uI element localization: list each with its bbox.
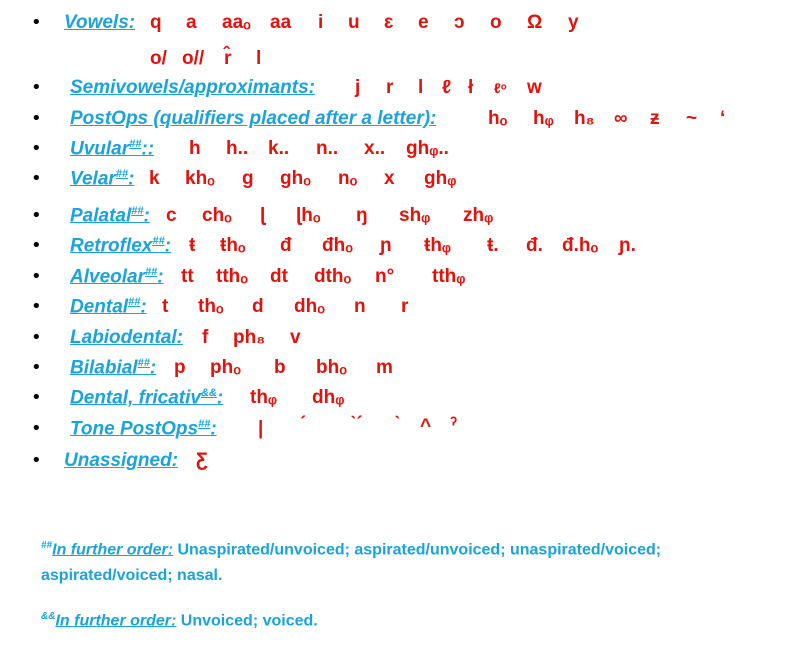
- list-item-dental: [0, 296, 789, 324]
- footnote-order: [41, 533, 771, 589]
- symbol: u: [348, 12, 360, 33]
- symbol: y: [568, 12, 579, 33]
- symbol: n..: [316, 138, 339, 159]
- symbol: e: [418, 12, 429, 33]
- symbol: nₒ: [338, 168, 358, 189]
- label-palatal: Palatal##:: [70, 205, 150, 227]
- bullet: •: [31, 327, 42, 348]
- symbol: ɛ: [384, 12, 394, 33]
- symbol: n: [354, 296, 366, 317]
- symbol: hₒ: [488, 108, 508, 129]
- symbol: o//: [182, 48, 205, 69]
- symbol: c: [166, 205, 177, 226]
- symbol: o/: [150, 48, 167, 69]
- symbol: đhₒ: [322, 235, 354, 256]
- label-vowels: Vowels:: [64, 12, 136, 33]
- symbol: đ.hₒ: [562, 235, 599, 256]
- symbol: ɲ: [380, 235, 392, 256]
- symbol: a: [186, 12, 197, 33]
- list-item-vowels-continued: [0, 48, 789, 76]
- symbol: v: [290, 327, 301, 348]
- footnote-lead: In further order:: [52, 541, 174, 559]
- symbol: h..: [226, 138, 249, 159]
- symbol: ghᵩ..: [406, 138, 449, 159]
- symbol: h₈: [574, 108, 595, 129]
- symbol: ɲ.: [619, 235, 636, 256]
- symbol: ɭhₒ: [296, 205, 321, 226]
- symbol: i: [318, 12, 324, 33]
- list-item-vowels: [0, 12, 789, 40]
- footnote-marker: &&: [41, 611, 56, 622]
- list-item-retroflex: [0, 235, 789, 263]
- bullet: •: [31, 205, 42, 226]
- list-item-bilabial: [0, 357, 789, 385]
- bullet: •: [31, 138, 42, 159]
- bullet: •: [31, 296, 42, 317]
- symbol: dhᵩ: [312, 387, 345, 408]
- bullet: •: [31, 357, 42, 378]
- symbol: w: [527, 77, 542, 98]
- symbol: bhₒ: [316, 357, 348, 378]
- list-item-unassigned: [0, 450, 789, 478]
- symbol: p: [174, 357, 186, 378]
- symbol: tthᵩ: [432, 266, 466, 287]
- symbol: ˀ: [450, 414, 458, 435]
- list-item-palatal: [0, 205, 789, 233]
- symbol: ŧhᵩ: [424, 235, 452, 256]
- label-velar: Velar##:: [70, 168, 135, 190]
- symbol: ɔ: [454, 12, 465, 33]
- list-item-tone-postops: [0, 414, 789, 446]
- symbol: ´: [300, 414, 307, 435]
- list-item-semivowels: [0, 77, 789, 105]
- symbol: ghₒ: [280, 168, 312, 189]
- label-bilabial: Bilabial##:: [70, 357, 157, 379]
- symbol: zhᵩ: [463, 205, 494, 226]
- footnote-text: Unvoiced; voiced.: [176, 612, 318, 630]
- bullet: •: [31, 12, 42, 33]
- symbol: m: [376, 357, 393, 378]
- symbol: r̂: [224, 48, 232, 69]
- symbol: ℓ: [442, 77, 452, 98]
- label-dental-fricative: Dental, fricativ&&:: [70, 387, 224, 409]
- symbol: h: [189, 138, 201, 159]
- label-unassigned: Unassigned:: [64, 450, 179, 471]
- symbol: g: [242, 168, 254, 189]
- symbol: q: [150, 12, 162, 33]
- symbol: ph₈: [233, 327, 266, 348]
- symbol: dhₒ: [294, 296, 326, 317]
- label-postops: PostOps (qualifiers placed after a letter):: [70, 108, 437, 129]
- symbol: n°: [375, 266, 395, 287]
- symbol: hᵩ: [533, 108, 554, 129]
- footnote-fricative-order: [41, 604, 771, 634]
- symbol: ^: [420, 416, 432, 437]
- symbol: r: [401, 296, 409, 317]
- list-item-labiodental: [0, 327, 789, 355]
- symbol: ghᵩ: [424, 168, 457, 189]
- list-item-postops: [0, 108, 789, 136]
- bullet: •: [31, 387, 42, 408]
- symbol: ŋ: [356, 205, 368, 226]
- symbol: ł: [468, 77, 474, 98]
- label-alveolar: Alveolar##:: [70, 266, 164, 288]
- symbol: shᵩ: [399, 205, 431, 226]
- symbol: ˋ: [394, 414, 401, 435]
- list-item-alveolar: [0, 266, 789, 294]
- footnote-text: Unaspirated/unvoiced; aspirated/unvoiced; unaspirated/voiced; aspirated/voiced; nasal.: [41, 541, 662, 585]
- symbol: f: [202, 327, 209, 348]
- symbol: dt: [270, 266, 288, 287]
- bullet: •: [31, 418, 42, 439]
- symbol: t: [162, 296, 169, 317]
- symbol: tthₒ: [216, 266, 249, 287]
- symbol: ɭ: [260, 205, 266, 226]
- symbol: ~: [686, 108, 698, 129]
- symbol: d: [252, 296, 264, 317]
- symbol: aa: [270, 12, 292, 33]
- label-semivowels: Semivowels/approximants:: [70, 77, 315, 98]
- symbol: j: [355, 77, 361, 98]
- symbol: b: [274, 357, 286, 378]
- symbol: ƶ: [650, 108, 660, 129]
- symbol: khₒ: [185, 168, 215, 189]
- symbol: tt: [181, 266, 194, 287]
- symbol: o: [490, 12, 502, 33]
- label-tone-postops: Tone PostOps##:: [70, 418, 217, 440]
- bullet: •: [31, 266, 42, 287]
- symbol: ∞: [614, 108, 628, 129]
- symbol: k: [149, 168, 160, 189]
- symbol: ŧ.: [487, 235, 499, 256]
- symbol: thᵩ: [250, 387, 278, 408]
- symbol: x: [384, 168, 395, 189]
- symbol: Ω: [527, 12, 543, 33]
- symbol: dthₒ: [314, 266, 352, 287]
- symbol: |: [258, 418, 264, 439]
- bullet: •: [31, 168, 42, 189]
- bullet: •: [31, 235, 42, 256]
- symbol: r: [386, 77, 394, 98]
- label-dental: Dental##:: [70, 296, 147, 318]
- label-uvular: Uvular##::: [70, 138, 155, 160]
- symbol: x..: [364, 138, 386, 159]
- list-item-uvular: [0, 138, 789, 166]
- symbol: ˋ´: [350, 414, 363, 435]
- symbol: đ.: [526, 235, 543, 256]
- symbol: l: [418, 77, 424, 98]
- list-item-velar: [0, 168, 789, 196]
- symbol: aaₒ: [222, 12, 251, 33]
- symbol: k..: [268, 138, 290, 159]
- list-item-dental-fricative: [0, 387, 789, 415]
- symbol: ŧhₒ: [220, 235, 246, 256]
- footnote-lead: In further order:: [55, 612, 177, 630]
- symbol: ‘: [720, 108, 726, 129]
- bullet: •: [31, 77, 42, 98]
- label-retroflex: Retroflex##:: [70, 235, 171, 257]
- footnote-marker: ##: [41, 540, 53, 551]
- bullet: •: [31, 450, 42, 471]
- symbol: chₒ: [202, 205, 232, 226]
- bullet: •: [31, 108, 42, 129]
- symbol: đ: [280, 235, 292, 256]
- symbol: ℓᵒ: [494, 80, 507, 96]
- symbol: phₒ: [210, 357, 242, 378]
- symbol: Ƹ: [196, 450, 208, 471]
- symbol: ŧ: [189, 235, 196, 256]
- symbol: l: [256, 48, 262, 69]
- label-labiodental: Labiodental:: [70, 327, 183, 348]
- symbol: thₒ: [198, 296, 224, 317]
